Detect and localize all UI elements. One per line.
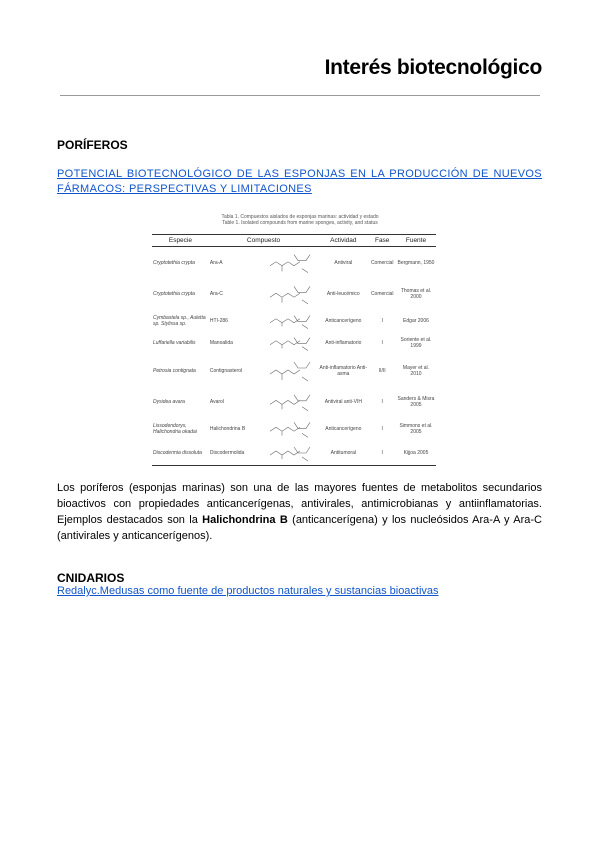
compound-name: Manoalida — [209, 339, 233, 346]
cell-phase: Comercial — [370, 259, 394, 266]
table-header-row — [152, 235, 436, 247]
molecule-structure-icon — [262, 390, 317, 414]
cnidaria-article-link[interactable]: Redalyc.Medusas como fuente de productos naturales y sustancias bioactivas — [57, 585, 439, 597]
cell-phase: I — [368, 442, 396, 466]
cell-source: Soriente et al. 1999 — [400, 336, 432, 349]
title-divider — [60, 95, 540, 96]
cell-activity: Anti-inflamatorio Anti-asma — [319, 364, 368, 377]
porifera-heading: PORÍFEROS — [57, 138, 128, 152]
cell-activity: Antiviral — [334, 259, 353, 266]
cell-compound — [209, 247, 318, 279]
compound-name: Contignasterol — [209, 367, 243, 374]
compound-name: Ara-A — [209, 259, 223, 266]
porifera-article-link[interactable]: POTENCIAL BIOTECNOLÓGICO DE LAS ESPONJAS EN LA PRODUCCIÓN DE NUEVOS FÁRMACOS: PERSPECTIVAS Y LIMITACIONES — [57, 168, 542, 195]
cell-species: Luffariella variabilis — [153, 339, 196, 346]
cell-species: Lissodendoryx, Halichondria okadai — [153, 422, 197, 435]
cell-compound — [209, 388, 318, 416]
molecule-structure-icon — [262, 334, 317, 352]
cell-source: Kijjoa 2005 — [396, 442, 436, 466]
cell-species: Discodermia dissoluta — [152, 442, 209, 466]
porifera-paragraph — [57, 480, 542, 544]
cell-compound — [209, 310, 318, 332]
col-header-activity: Actividad — [318, 235, 368, 247]
table-row — [152, 310, 436, 332]
cell-activity: Antitumoral — [318, 442, 368, 466]
table-row — [152, 332, 436, 354]
col-header-source: Fuente — [396, 235, 436, 247]
paragraph-text-end: (anticancerígena) y los nucleósidos Ara-A y Ara-C (antivirales y anticancerígenos). — [57, 514, 542, 542]
compounds-table — [152, 234, 436, 466]
sponge-compounds-table-image — [150, 214, 450, 464]
cell-source: Simmons et al. 2005 — [399, 422, 433, 435]
table-row — [152, 279, 436, 310]
compound-name: Halichondrina B — [209, 425, 246, 432]
table-row — [152, 416, 436, 442]
cell-activity: Anticancerígeno — [325, 425, 362, 432]
cell-phase: I — [381, 317, 383, 324]
table-row — [152, 442, 436, 466]
cell-source: Mayer et al. 2010 — [402, 364, 430, 377]
cell-phase: Comercial — [370, 291, 394, 297]
compound-name: Discodermolida — [209, 450, 245, 457]
cell-species: Dysidea avara — [153, 398, 185, 405]
cell-phase: I — [381, 339, 383, 346]
table-row — [152, 354, 436, 388]
cell-activity: Antiviral anti-VIH — [324, 398, 362, 405]
compound-name: Ara-C — [209, 291, 223, 297]
table-row — [152, 388, 436, 416]
paragraph-bold-compound: Halichondrina B — [202, 514, 288, 526]
paragraph-text: Los poríferos (esponjas marinas) son una de las mayores fuentes de metabolitos secundarios bioactivos con propiedades anticancerígenas, antivirales, antimicrobianas y antiinflamatorias. Ejemplos destacados son la — [57, 482, 542, 526]
col-header-phase: Fase — [368, 235, 396, 247]
cell-species: Petrosia contignata — [153, 367, 196, 374]
cell-source: Thomas et al. 2000 — [400, 288, 432, 300]
cell-species: Cryptotethia crypta — [153, 291, 195, 297]
col-header-species: Especie — [152, 235, 209, 247]
cell-activity: Anti-inflamatorio — [325, 339, 362, 346]
cell-compound — [209, 442, 318, 466]
col-header-compound: Compuesto — [209, 235, 318, 247]
cell-source: Edgar 2006 — [403, 317, 429, 324]
table-caption-es: Tabla 1. Compuestos aislados de esponjas marinas: actividad y estado — [221, 214, 379, 220]
cell-source: Sanders & Misra 2005 — [397, 395, 435, 408]
cell-activity: Anti-leucémico — [326, 291, 360, 297]
molecule-structure-icon — [262, 281, 317, 308]
cell-source: Bergmann, 1950 — [397, 259, 435, 266]
cell-phase: I — [381, 425, 383, 432]
molecule-structure-icon — [262, 443, 317, 463]
cell-species: Cryptotethia crypta — [153, 259, 195, 266]
molecule-structure-icon — [262, 356, 317, 386]
molecule-structure-icon — [262, 249, 317, 277]
compound-name: HTI-286 — [209, 317, 228, 324]
cnidaria-heading: CNIDARIOS — [57, 571, 125, 585]
table-row — [152, 247, 436, 279]
cell-species: Cymbastela sp., Auletta sp. Stylissa sp. — [153, 314, 206, 327]
cell-compound — [209, 279, 318, 310]
molecule-structure-icon — [262, 312, 317, 330]
molecule-structure-icon — [262, 418, 317, 440]
cell-compound — [209, 354, 318, 388]
compound-name: Avarol — [209, 398, 224, 405]
page-title: Interés biotecnológico — [324, 56, 542, 79]
cell-phase: I — [381, 398, 383, 405]
cell-compound — [209, 332, 318, 354]
cell-compound — [209, 416, 318, 442]
cell-phase: II/II — [378, 367, 386, 374]
cell-activity: Anticancerígeno — [325, 317, 362, 324]
table-caption-en: Table 1. Isolated compounds from marine sponges, activity, and status — [222, 220, 378, 226]
